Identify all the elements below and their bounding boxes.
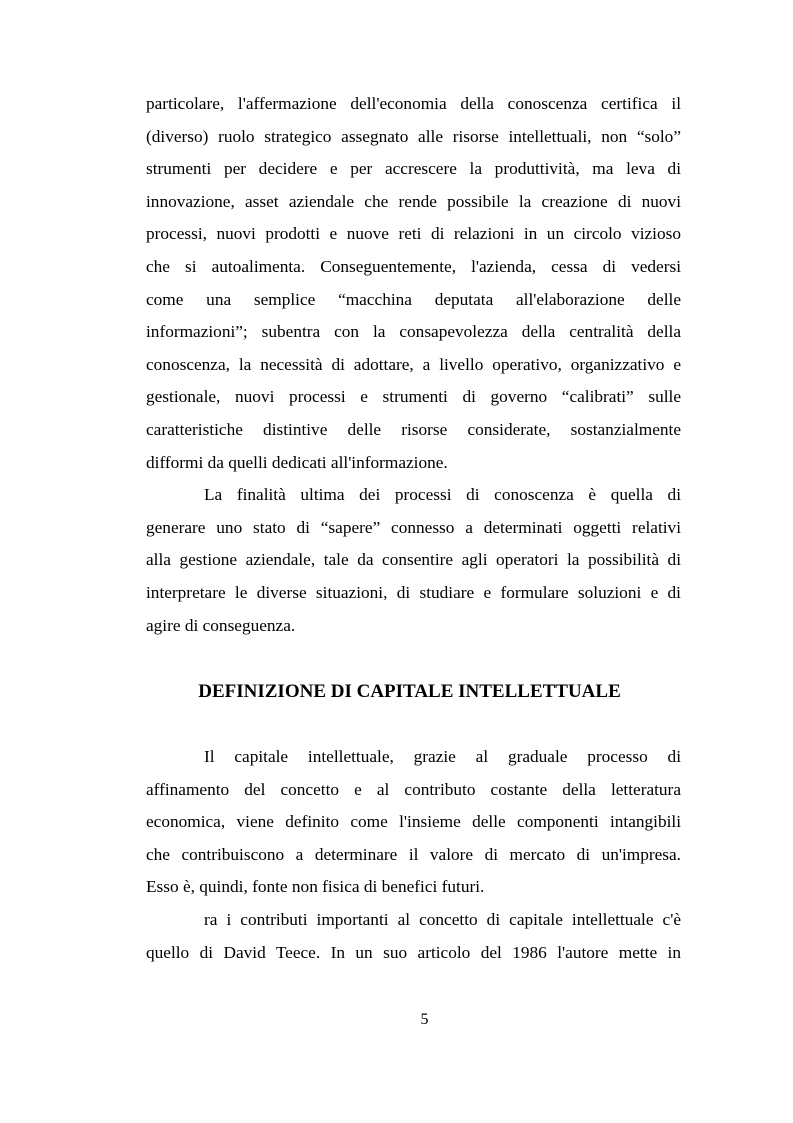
body-text-bottom (146, 741, 681, 969)
section-heading: DEFINIZIONE DI CAPITALE INTELLETTUALE (198, 681, 621, 702)
text-line: quello di David Teece. In un suo articolo del 1986 l'autore mette in (146, 942, 681, 962)
text-line: che si autoalimenta. Conseguentemente, l'azienda, cessa di vedersi (146, 256, 681, 276)
text-line: agire di conseguenza. (146, 615, 296, 635)
text-line: conoscenza, la necessità di adottare, a livello operativo, organizzativo e (146, 354, 681, 374)
text-line: ra i contributi importanti al concetto di capitale intellettuale c'è (204, 909, 681, 929)
text-line: gestionale, nuovi processi e strumenti di governo “calibrati” sulle (146, 387, 681, 407)
text-line: (diverso) ruolo strategico assegnato alle risorse intellettuali, non “solo” (146, 126, 681, 146)
text-line: come una semplice “macchina deputata all'elaborazione delle (146, 289, 681, 309)
paragraph-definition (146, 741, 681, 904)
text-line: informazioni”; subentra con la consapevolezza della centralità della (146, 322, 681, 342)
text-line: economica, viene definito come l'insieme delle componenti intangibili (146, 812, 681, 832)
text-line: innovazione, asset aziendale che rende possibile la creazione di nuovi (146, 191, 681, 211)
text-line: generare uno stato di “sapere” connesso a determinati oggetti relativi (146, 517, 681, 537)
text-line: alla gestione aziendale, tale da consentire agli operatori la possibilità di (146, 550, 681, 570)
paragraph-knowledge-economy (146, 88, 681, 479)
text-line: Il capitale intellettuale, grazie al graduale processo di (204, 747, 681, 766)
paragraph-knowledge-processes (146, 479, 681, 642)
paragraph-teece (146, 904, 681, 969)
text-line: processi, nuovi prodotti e nuove reti di relazioni in un circolo vizioso (146, 224, 681, 244)
text-line: difformi da quelli dedicati all'informazione. (146, 452, 448, 472)
text-line: caratteristiche distintive delle risorse considerate, sostanzialmente (146, 419, 681, 439)
text-line: La finalità ultima dei processi di conoscenza è quella di (204, 485, 681, 505)
text-line: che contribuiscono a determinare il valore di mercato di un'impresa. (146, 844, 681, 864)
text-line: particolare, l'affermazione dell'economia della conoscenza certifica il (146, 94, 681, 113)
text-line: Esso è, quindi, fonte non fisica di benefici futuri. (146, 877, 485, 897)
text-line: strumenti per decidere e per accrescere la produttività, ma leva di (146, 159, 681, 179)
page-number: 5 (420, 1011, 429, 1028)
body-text-top (146, 88, 681, 642)
text-line: interpretare le diverse situazioni, di studiare e formulare soluzioni e di (146, 582, 681, 602)
text-line: affinamento del concetto e al contributo costante della letteratura (146, 779, 681, 799)
